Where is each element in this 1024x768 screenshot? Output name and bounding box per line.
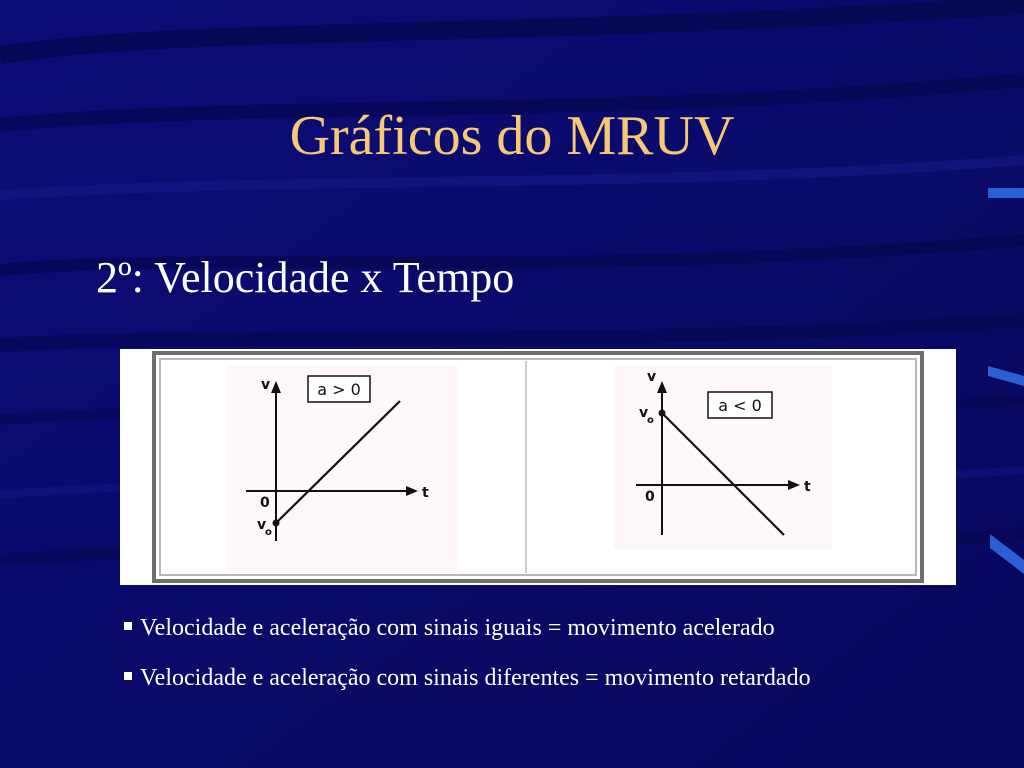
bullet-item-accelerated [124,612,1004,644]
graph-1-v0-label: v [257,517,267,533]
graph-2-v0-point [659,410,666,417]
graph-2-v-label: v [647,369,657,385]
graph-accelerating [226,365,458,571]
graph-2-v0-sub: o [647,415,654,426]
graph-2-v0-label: v [639,405,649,421]
bullet-list [124,612,1004,712]
bullet-text: Velocidade e aceleração com sinais diferentes = movimento retardado [140,665,811,691]
graph-decelerating [614,365,832,549]
graph-1-v-label: v [261,377,271,393]
graphs-figure [120,349,956,585]
slide-subtitle: 2º: Velocidade x Tempo [96,253,515,302]
bullet-square-icon [124,672,132,680]
graph-1-v0-sub: o [265,527,272,538]
graph-1-v0-point [273,520,280,527]
graphs-svg [120,349,956,585]
graph-1-origin-label: 0 [260,495,270,511]
graph-1-condition: a > 0 [317,380,361,399]
page-title: Gráficos do MRUV [289,105,735,167]
deco-dash-1 [988,188,1024,198]
bullet-item-retarded [124,662,1004,694]
graph-2-t-label: t [804,479,811,495]
graph-1-t-label: t [422,485,429,501]
graph-2-condition: a < 0 [718,396,762,415]
bullet-square-icon [124,622,132,630]
graph-2-origin-label: 0 [645,489,655,505]
bullet-text: Velocidade e aceleração com sinais iguais = movimento acelerado [140,615,775,641]
